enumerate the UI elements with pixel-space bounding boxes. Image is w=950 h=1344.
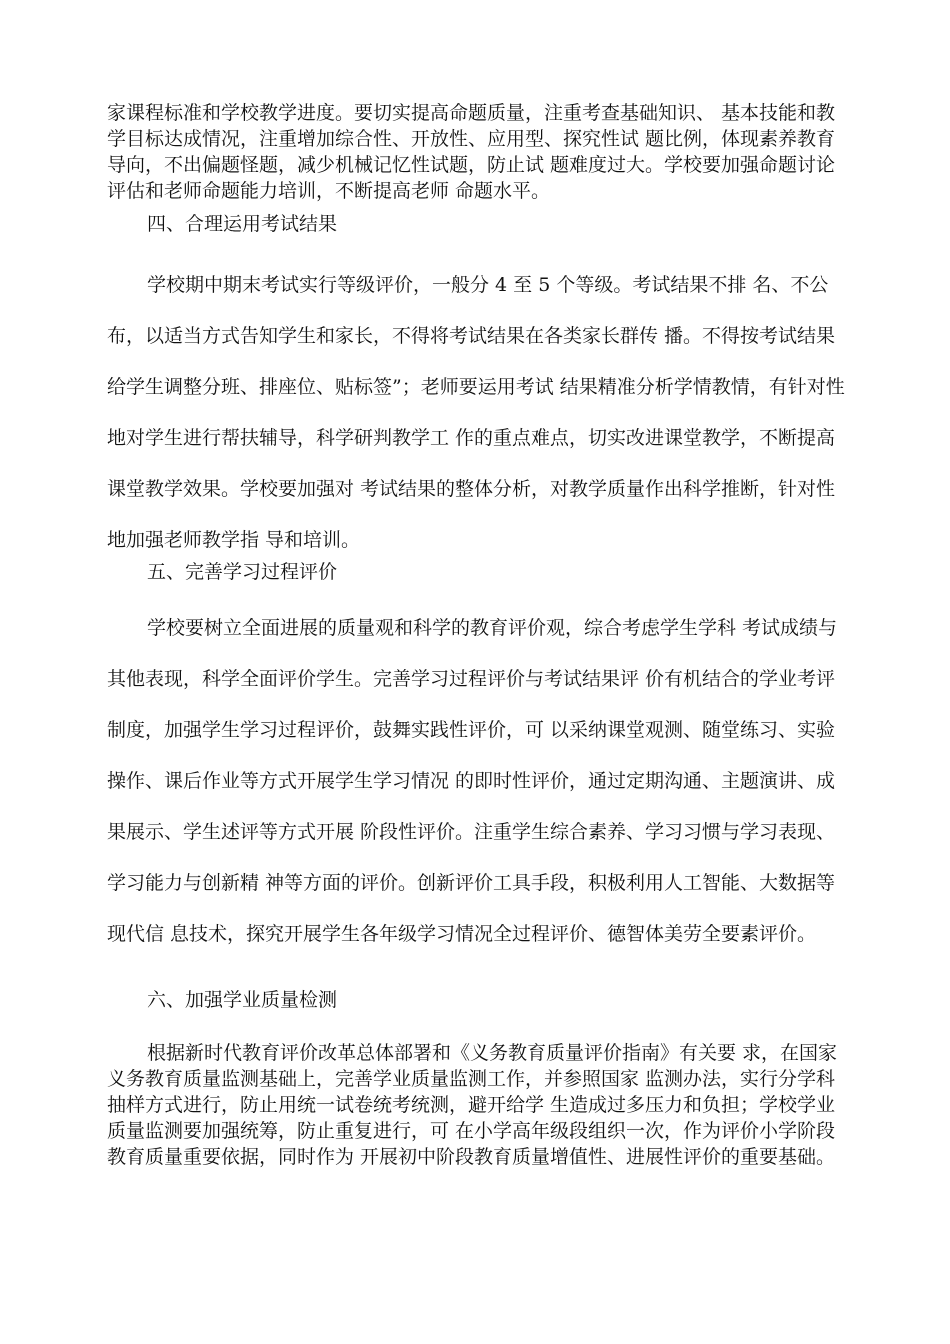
paragraph-intro: 家课程标准和学校教学进度。要切实提高命题质量，注重考查基础知识、 基本技能和教学目标达成情况，注重增加综合性、开放性、应用型、探究性试 题比例，体现素养教育导向，不出偏题怪题，减少机械记忆性试题，防止试 题难度过大。学校要加强命题讨论评估和老师命题能力培训，不断提高老师 命题水平。 [107, 102, 836, 202]
paragraph-section-4: 学校期中期末考试实行等级评价，一般分 4 至 5 个等级。考试结果不排 名、不公布，以适当方式告知学生和家长，不得将考试结果在各类家长群传 播。不得按考试结果给学生调整分班、排座位、贴标签”；老师要运用考试 结果精准分析学情教情，有针对性地对学生进行帮扶辅导，科学研判教学工 作的重点难点，切实改进课堂教学，不断提高课堂教学效果。学校要加强对 考试结果的整体分析，对教学质量作出科学推断，针对性地加强老师教学指 导和培训。 [107, 274, 845, 551]
section-heading-4: 四、合理运用考试结果 [147, 213, 338, 235]
paragraph-section-5: 学校要树立全面进展的质量观和科学的教育评价观，综合考虑学生学科 考试成绩与其他表现，科学全面评价学生。完善学习过程评价与考试结果评 价有机结合的学业考评制度，加强学生学习过程评价，鼓舞实践性评价，可 以采纳课堂观测、随堂练习、实验操作、课后作业等方式开展学生学习情况 的即时性评价，通过定期沟通、主题演讲、成果展示、学生述评等方式开展 阶段性评价。注重学生综合素养、学习习惯与学习表现、学习能力与创新精 神等方面的评价。创新评价工具手段，积极利用人工智能、大数据等现代信 息技术，探究开展学生各年级学习情况全过程评价、德智体美劳全要素评价。 [107, 617, 838, 945]
section-heading-5: 五、完善学习过程评价 [147, 561, 338, 583]
paragraph-section-6: 根据新时代教育评价改革总体部署和《义务教育质量评价指南》有关要 求，在国家义务教育质量监测基础上，完善学业质量监测工作，并参照国家 监测办法，实行分学科抽样方式进行，防止用统一试卷统考统测，避开给学 生造成过多压力和负担；学校学业质量监测要加强统筹，防止重复进行，可 在小学高年级段组织一次，作为评价小学阶段教育质量重要依据，同时作为 开展初中阶段教育质量增值性、进展性评价的重要基础。 [107, 1042, 838, 1168]
section-heading-6: 六、加强学业质量检测 [147, 989, 338, 1011]
